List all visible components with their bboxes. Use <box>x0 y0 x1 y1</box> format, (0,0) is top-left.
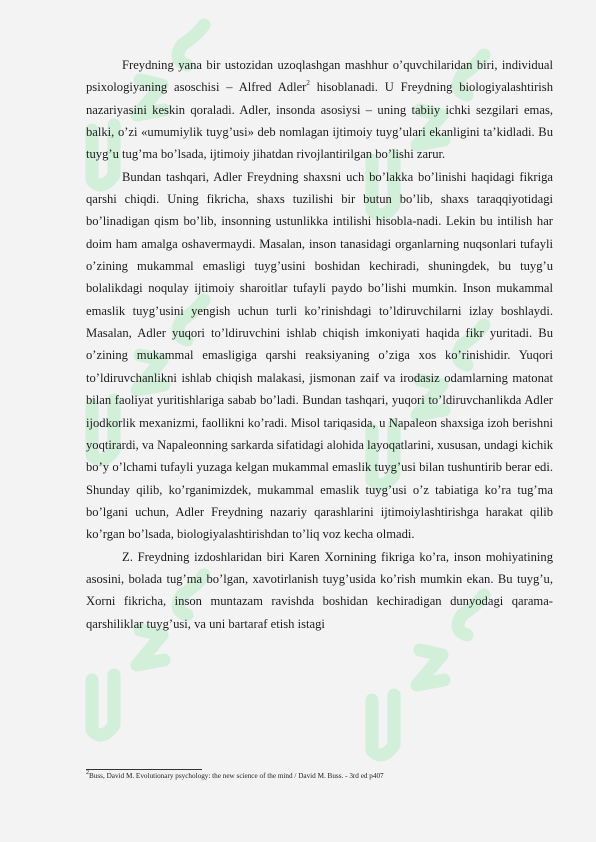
paragraph-adler-personality: Bundan tashqari, Adler Freydning shaxsni uch bo’lakka bo’linishi haqidagi fikriga qarshi chiqdi. Uning fikricha, shaxs tuzilishi bir butun bo’lib, shaxs taraqqiyotidagi bo’linadigan qism bo’lib, insonning ustunlikka intilishi hisobla-nadi. Lekin bu intilish har doim ham amalga oshavermaydi. Masalan, inson tanasidagi organlarning nuqsonlari tufayli o’zining mukammal emasligi tuyg’usini boshidan kechiradi, shuningdek, bu tuyg’u bolalikdagi noqulay ijtimoiy sharoitlar tufayli paydo bo’lishi mumkin. Inson mukammal emaslik tuyg’usini yengish uchun turli ko’rinishdagi to’ldiruvchilarni izlay boshlaydi. Masalan, Adler yuqori to’ldiruvchini ishlab chiqish imkoniyati haqida fikr yuritadi. Bu o’zining mukammal emasligiga qarshi reaksiyaning o’ziga xos ko’rinishidir. Yuqori to’ldiruvchanlikni ishlab chiqish malakasi, jismonan zaif va irodasiz odamlarning matonat bilan faoliyat yuritishlariga sabab bo’ladi. Bundan tashqari, yuqori to’ldiruvchanlikda Adler ijodkorlik mexanizmi, faollikni ko’radi. Misol tariqasida, u Napaleon shaxsiga izoh berishni yoqtirardi, va Napaleonning sarkarda sifatidagi alohida layoqatlarini, xususan, undagi kichik bo’y o’lchami tufayli yuzaga kelgan mukammal emaslik tuyg’usi bilan tushuntirib berar edi. Shunday qilib, ko’rganimizdek, mukammal emaslik tuyg’usi o’z tabiatiga ko’ra tug’ma bo’lgani uchun, Adler Freydning nazariy qarashlarini ijtimoiylashtirishga harakat qilib ko’rgan bo’lsada, biologiyalashtirishdan to’liq voz kecha olmadi. <box>86 169 553 542</box>
footnote-text: Buss, David M. Evolutionary psychology: the new science of the mind / David M. Buss. - 3rd ed p407 <box>89 772 384 780</box>
paragraph-horney: Z. Freydning izdoshlaridan biri Karen Xornining fikriga ko’ra, inson mohiyatining asosini, bolada tug’ma bo’lgan, xavotirlanish tuyg’usida ko’rish mumkin ekan. Bu tuyg’u, Xorni fikricha, inson muntazam ravishda boshidan kechiradigan dunyodagi qarama-qarshiliklar tuyg’usi, va uni bartaraf etish istagi <box>86 549 553 631</box>
paragraph-1-text-continued: hisoblanadi. U Freydning biologiyalashtirish nazariyasini keskin qoraladi. Adler, insonda asosiysi – uning tabiiy ichki sezgilari emas, balki, o’zi «umumiylik tuyg’usi» deb nomlagan ijtimoiy tuyg’ulari ekanligini ta’kidladi. Bu tuyg’u tug’ma bo’lsada, ijtimoiy jihatdan rivojlantirilgan bo’lishi zarur. <box>86 80 553 162</box>
footnote-separator <box>86 769 202 770</box>
body-text <box>86 54 553 635</box>
footnote <box>86 771 553 781</box>
paragraph-1-text: Freydning yana bir ustozidan uzoqlashgan mashhur o’quvchilaridan biri, individual psixologiyaning asoschisi – Alfred Adler <box>86 58 553 95</box>
footnote-reference: 2 <box>306 79 310 88</box>
footnote-mark: 2 <box>86 769 89 776</box>
paragraph-adler-intro <box>86 54 553 166</box>
